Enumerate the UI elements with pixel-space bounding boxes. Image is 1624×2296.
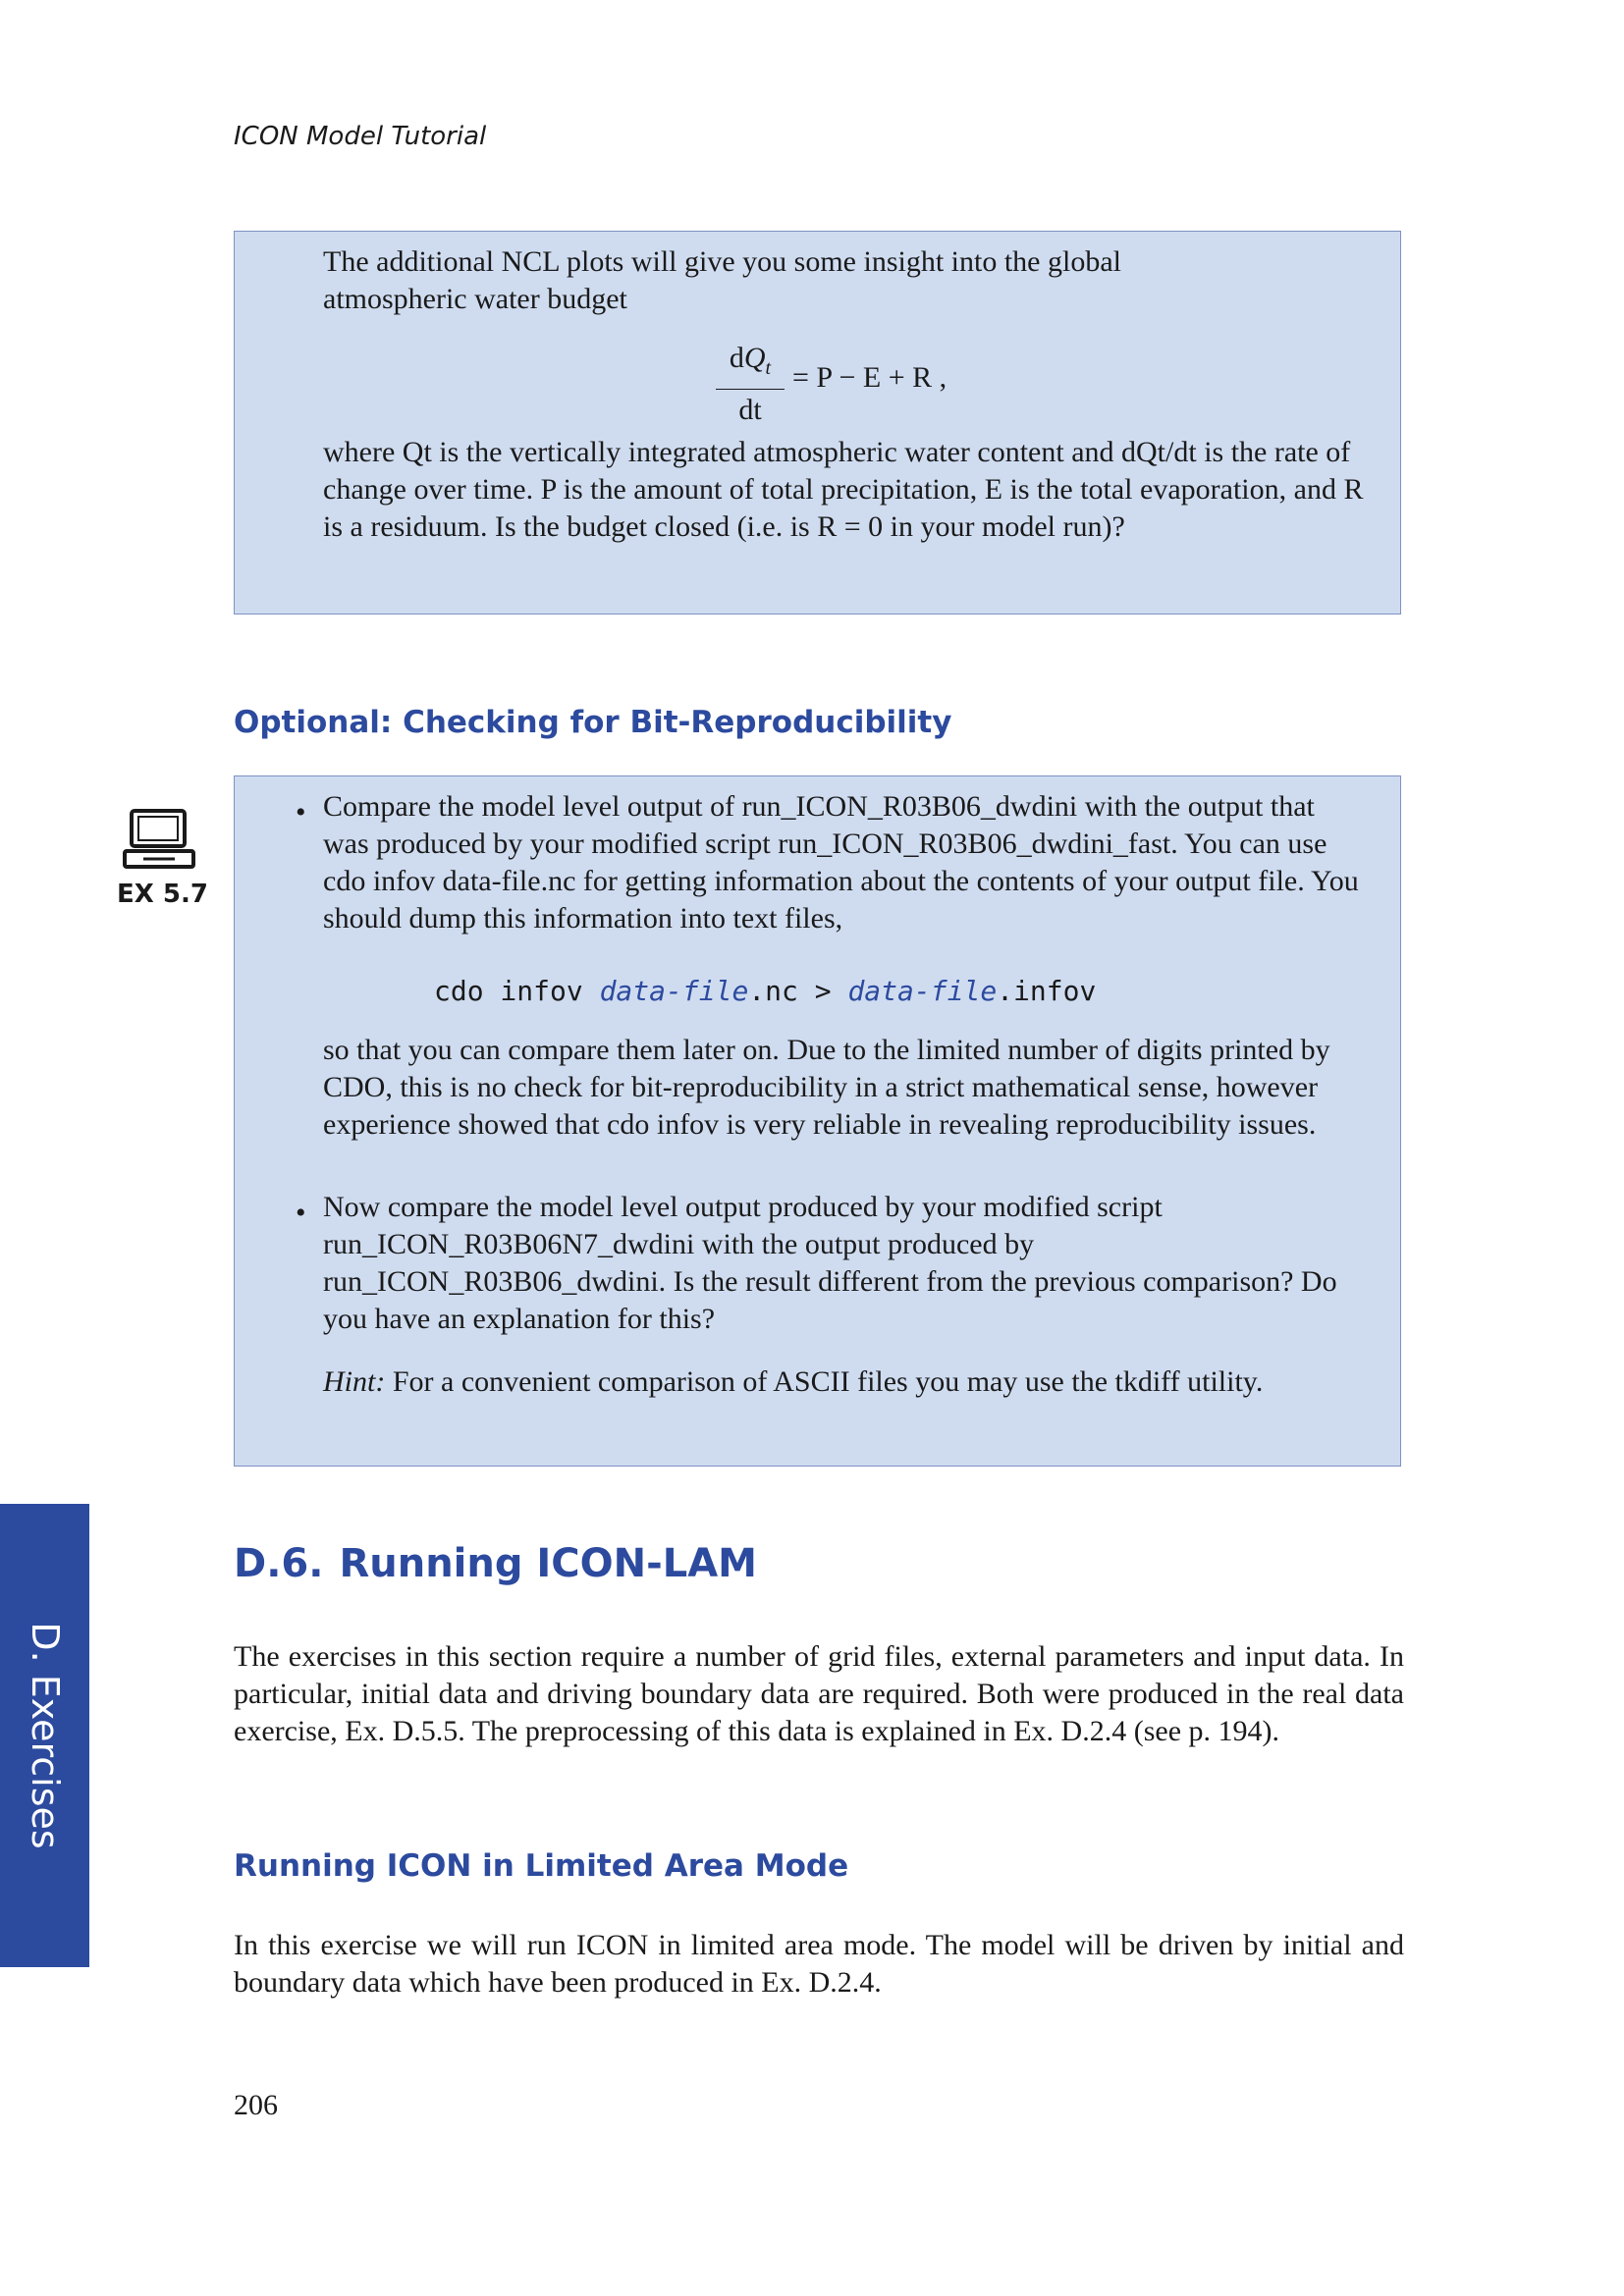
exercise-item-compare-n7: Now compare the model level output produced by your modified script run_ICON_R03B06N7_dwdini with the output produced by run_ICON_R03B06_dwdini. Is the result different from the previous comparison? Do you have an explanation for this? xyxy=(323,1191,1337,1335)
water-budget-equation xyxy=(716,340,1010,426)
code-suffix: .infov xyxy=(997,975,1097,1007)
chapter-side-tab xyxy=(0,1504,89,1967)
section-number: D.6. xyxy=(234,1541,324,1586)
page-number: 206 xyxy=(234,2089,278,2121)
exercise-item-compare: Compare the model level output of run_ICON_R03B06_dwdini with the output that was produced by your modified script run_ICON_R03B06_dwdini_fast. You can use cdo infov data-file.nc for getting information about the contents of your output file. You should dump this information into text files, xyxy=(323,790,1359,934)
water-budget-intro: The additional NCL plots will give you some insight into the global atmospheric water budget xyxy=(323,245,1121,315)
body-paragraph-limited-area: In this exercise we will run ICON in limited area mode. The model will be driven by initial and boundary data which have been produced in Ex. D.2.4. xyxy=(234,1929,1404,1999)
bullet-marker: • xyxy=(296,796,306,828)
chapter-side-tab-label: D. Exercises xyxy=(23,1622,67,1849)
code-extension: .nc > xyxy=(748,975,848,1007)
section-title: Running ICON-LAM xyxy=(339,1541,757,1586)
code-variable: data-file xyxy=(599,975,749,1007)
water-budget-explanation: where Qt is the vertically integrated atmospheric water content and dQt/dt is the rate of change over time. P is the amount of total precipitation, E is the total evaporation, and R is a residuum. Is the budget closed (i.e. is R = 0 in your model run)? xyxy=(323,436,1364,543)
section-heading-limited-area: Running ICON in Limited Area Mode xyxy=(234,1848,849,1884)
equation-denominator: dt xyxy=(738,394,762,426)
exercise-label: EX 5.7 xyxy=(117,880,208,909)
code-variable: data-file xyxy=(847,975,998,1007)
computer-icon xyxy=(122,808,196,871)
code-line xyxy=(434,975,1096,1007)
section-heading-d6 xyxy=(234,1541,757,1586)
equation-fraction xyxy=(716,340,785,429)
hint-label: Hint: xyxy=(323,1365,386,1398)
water-budget-box xyxy=(234,231,1401,614)
running-header: ICON Model Tutorial xyxy=(234,122,487,151)
exercise-item-compare-continued: so that you can compare them later on. Due to the limited number of digits printed by CDO, this is no check for bit-reproducibility in a strict mathematical sense, however experience showed that cdo infov is very reliable in revealing reproducibility issues. xyxy=(323,1034,1330,1141)
section-heading-bit-reproducibility: Optional: Checking for Bit-Reproducibility xyxy=(234,705,952,740)
code-command: cdo infov xyxy=(434,975,600,1007)
bullet-marker: • xyxy=(296,1197,306,1229)
exercise-box xyxy=(234,775,1401,1467)
hint-text: For a convenient comparison of ASCII files you may use the tkdiff utility. xyxy=(392,1365,1264,1398)
exercise-hint xyxy=(323,1363,1364,1401)
equation-numerator: $dQ_t$ xyxy=(716,340,785,390)
equation-rhs: = P − E + R , xyxy=(792,361,947,394)
body-paragraph-intro: The exercises in this section require a number of grid files, external parameters and input data. In particular, initial data and driving boundary data are required. Both were produced in the real data exercise, Ex. D.5.5. The preprocessing of this data is explained in Ex. D.2.4 (see p. 194). xyxy=(234,1640,1404,1747)
